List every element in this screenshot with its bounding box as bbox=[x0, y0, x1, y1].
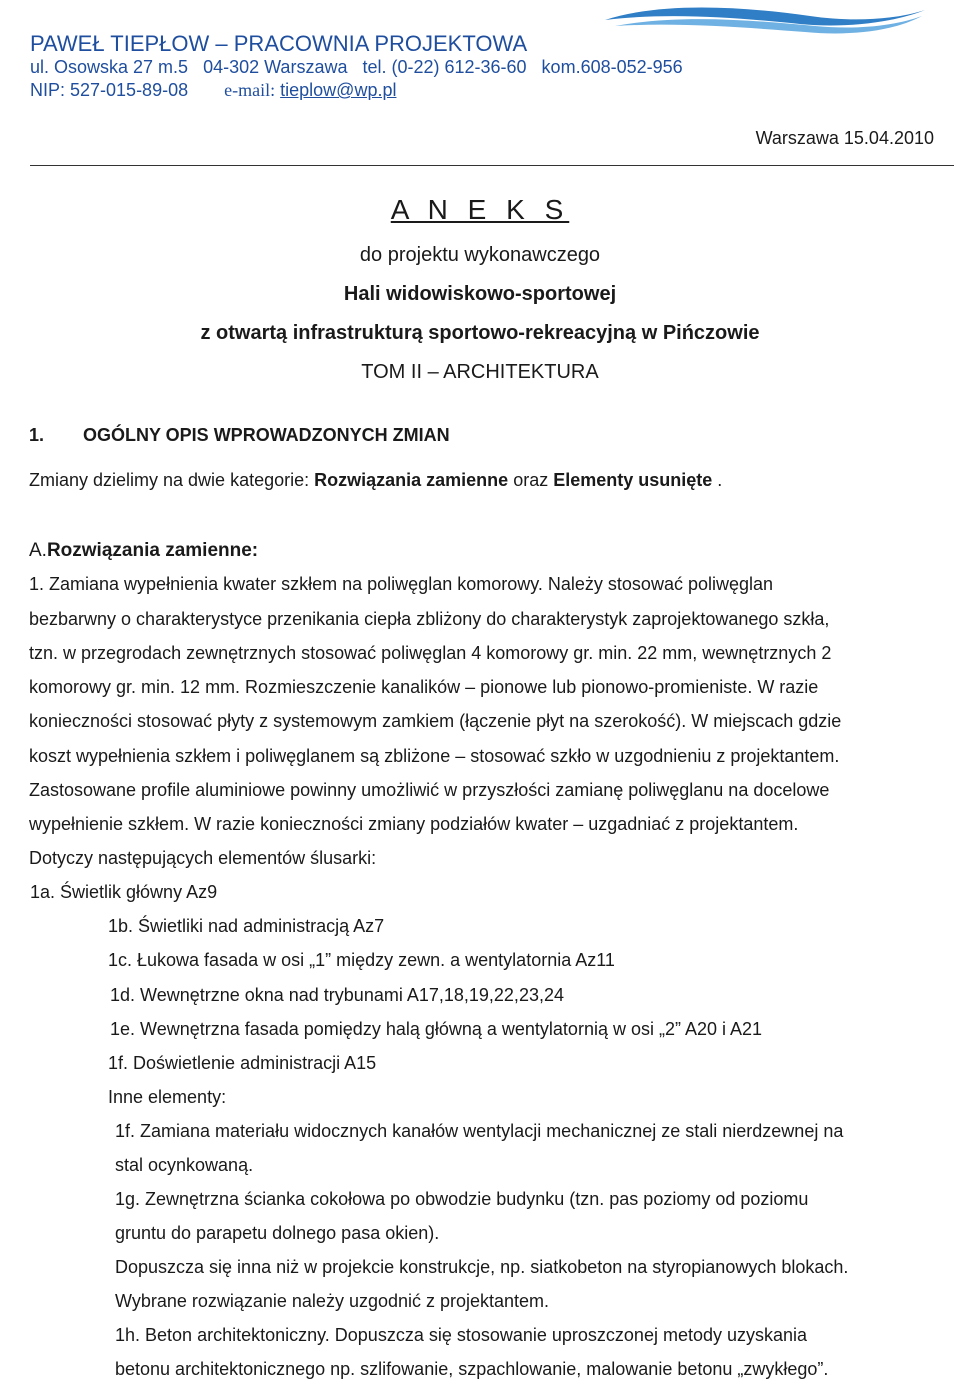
subtitle-line-4: TOM II – ARCHITEKTURA bbox=[361, 361, 599, 383]
list-item: 1b. Świetliki nad administracją Az7 bbox=[108, 916, 385, 936]
document-title-text: A N E K S bbox=[390, 194, 570, 225]
section-number: 1. bbox=[29, 425, 45, 445]
body-line: konieczności stosować płyty z systemowym zamkiem (łączenie płyt na szerokość). W miejscach gdzie bbox=[29, 711, 842, 731]
subtitle-line-3: z otwartą infrastrukturą sportowo-rekreacyjną w Pińczowie bbox=[200, 322, 760, 344]
list-item: stal ocynkowaną. bbox=[115, 1155, 254, 1175]
list-item: 1f. Zamiana materiału widocznych kanałów wentylacji mechanicznej ze stali nierdzewnej na bbox=[115, 1121, 844, 1141]
body-line: tzn. w przegrodach zewnętrznych stosować poliwęglan 4 komorowy gr. min. 22 mm, wewnętrznych 2 bbox=[29, 643, 832, 663]
section-heading bbox=[29, 418, 450, 452]
list-item: 1g. Zewnętrzna ścianka cokołowa po obwodzie budynku (tzn. pas poziomy od poziomu bbox=[115, 1189, 809, 1209]
intro-text-e: . bbox=[712, 470, 723, 490]
subtitle-line-2: Hali widowiskowo-sportowej bbox=[343, 283, 617, 305]
list-item: 1a. Świetlik główny Az9 bbox=[30, 882, 218, 902]
subsection-title: Rozwiązania zamienne: bbox=[46, 540, 259, 561]
list-item: 1d. Wewnętrzne okna nad trybunami A17,18,19,22,23,24 bbox=[110, 985, 564, 1005]
firm-address: ul. Osowska 27 m.5 04-302 Warszawa tel. (0-22) 612-36-60 kom.608-052-956 bbox=[30, 57, 683, 77]
body-line: bezbarwny o charakterystyce przenikania ciepła zbliżony do charakterystyk zaprojektowanego szkła, bbox=[29, 609, 830, 629]
intro-text-d: Elementy usunięte bbox=[553, 470, 713, 490]
firm-nip: NIP: 527-015-89-08 bbox=[30, 80, 189, 100]
section-intro bbox=[29, 463, 722, 497]
firm-name: PAWEŁ TIEPŁOW – PRACOWNIA PROJEKTOWA bbox=[30, 31, 528, 56]
letterhead bbox=[30, 31, 683, 102]
section-title: OGÓLNY OPIS WPROWADZONYCH ZMIAN bbox=[83, 425, 450, 445]
list-item: betonu architektonicznego np. szlifowanie, szpachlowanie, malowanie betonu „zwykłego”. bbox=[115, 1359, 829, 1379]
intro-text-a: Zmiany dzielimy na dwie kategorie: bbox=[29, 470, 315, 490]
list-item: 1c. Łukowa fasada w osi „1” między zewn. a wentylatornia Az11 bbox=[108, 950, 615, 970]
subsection-heading bbox=[29, 534, 258, 568]
list-item: 1h. Beton architektoniczny. Dopuszcza się stosowanie uproszczonej metody uzyskania bbox=[115, 1325, 808, 1345]
intro-text-b: Rozwiązania zamienne bbox=[314, 470, 509, 490]
body-line: Zastosowane profile aluminiowe powinny umożliwić w przyszłości zamianę poliwęglanu na docelowe bbox=[29, 780, 830, 800]
header-divider bbox=[30, 165, 954, 166]
body-line: wypełnienie szkłem. W razie konieczności zmiany podziałów kwater – uzgadniać z projektantem. bbox=[29, 814, 799, 834]
body-line: koszt wypełnienia szkłem i poliwęglanem są zbliżone – stosować szkło w uzgodnieniu z projektantem. bbox=[29, 746, 840, 766]
body-line: komorowy gr. min. 12 mm. Rozmieszczenie kanalików – pionowe lub pionowo-promieniste. W razie bbox=[29, 677, 819, 697]
list-item: 1e. Wewnętrzna fasada pomiędzy halą główną a wentylatornią w osi „2” A20 i A21 bbox=[110, 1019, 763, 1039]
body-line: 1. Zamiana wypełnienia kwater szkłem na poliwęglan komorowy. Należy stosować poliwęglan bbox=[29, 574, 774, 594]
firm-contact bbox=[30, 79, 683, 102]
logo-swoosh-icon bbox=[600, 0, 930, 40]
subsection-prefix: A. bbox=[29, 540, 47, 561]
document-title bbox=[0, 194, 960, 226]
list-item: 1f. Doświetlenie administracji A15 bbox=[108, 1053, 377, 1073]
list-item: Dopuszcza się inna niż w projekcie konstrukcje, np. siatkobeton na styropianowych blokach. bbox=[115, 1257, 849, 1277]
document-date: Warszawa 15.04.2010 bbox=[755, 128, 934, 148]
email-label: e-mail: bbox=[224, 80, 276, 100]
email-link[interactable]: tieplow@wp.pl bbox=[280, 80, 397, 100]
list-item: Wybrane rozwiązanie należy uzgodnić z projektantem. bbox=[115, 1291, 550, 1311]
intro-text-c: oraz bbox=[508, 470, 554, 490]
subtitle-line-1: do projektu wykonawczego bbox=[359, 244, 601, 266]
list-item: gruntu do parapetu dolnego pasa okien). bbox=[115, 1223, 440, 1243]
list-item: Inne elementy: bbox=[108, 1087, 227, 1107]
body-line: Dotyczy następujących elementów ślusarki: bbox=[29, 848, 377, 868]
